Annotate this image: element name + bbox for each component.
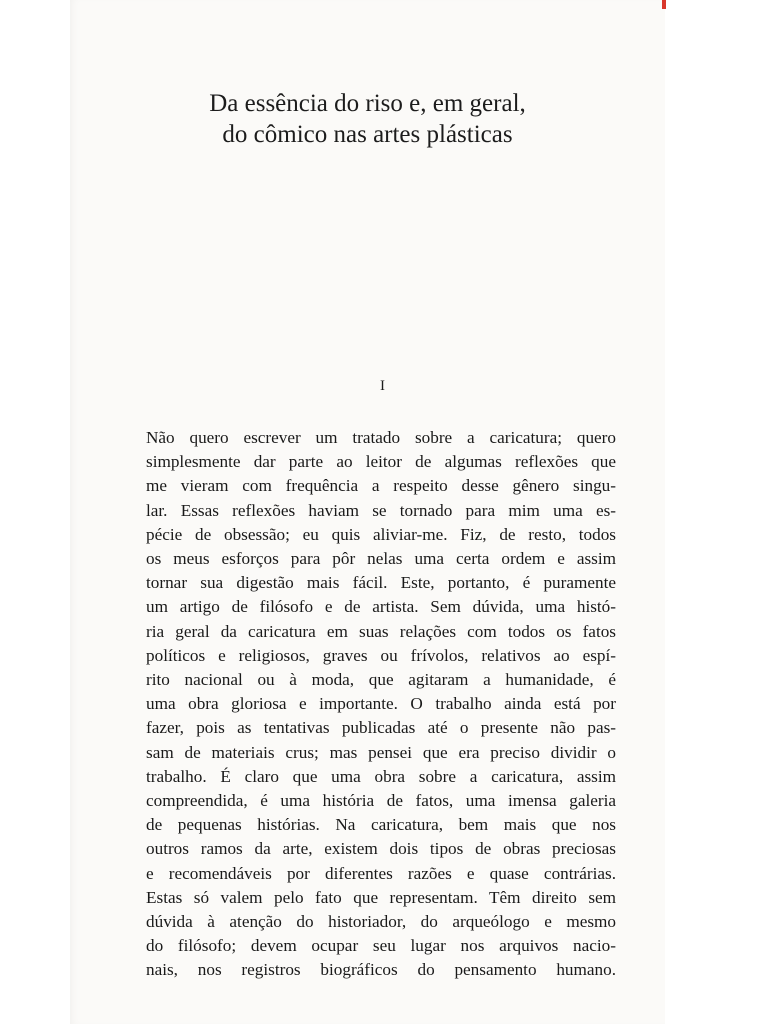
- body-paragraph: [146, 426, 616, 983]
- text-line: outros ramos da arte, existem dois tipos de obras preciosas: [146, 839, 616, 859]
- chapter-title-line-2: do cômico nas artes plásticas: [222, 121, 513, 148]
- text-line: fazer, pois as tentativas publicadas até o presente não pas-: [146, 718, 616, 738]
- text-line: lar. Essas reflexões haviam se tornado para mim uma es-: [146, 500, 616, 520]
- page-edge-mark: [662, 0, 666, 9]
- text-line: um artigo de filósofo e de artista. Sem dúvida, uma histó-: [146, 597, 616, 617]
- text-line: Não quero escrever um tratado sobre a caricatura; quero: [146, 428, 616, 447]
- text-line: ria geral da caricatura em suas relações com todos os fatos: [146, 621, 616, 641]
- text-line: nais, nos registros biográficos do pensamento humano.: [146, 960, 616, 980]
- text-line: pécie de obsessão; eu quis aliviar-me. Fiz, de resto, todos: [146, 524, 616, 544]
- text-line: compreendida, é uma história de fatos, uma imensa galeria: [146, 791, 616, 811]
- text-line: políticos e religiosos, graves ou frívolos, relativos ao espí-: [146, 645, 616, 665]
- text-line: Estas só valem pelo fato que representam. Têm direito sem: [146, 887, 616, 907]
- text-line: os meus esforços para pôr nelas uma certa ordem e assim: [146, 549, 616, 569]
- text-line: uma obra gloriosa e importante. O trabalho ainda está por: [146, 694, 616, 714]
- text-line: rito nacional ou à moda, que agitaram a humanidade, é: [146, 670, 616, 690]
- text-line: me vieram com frequência a respeito desse gênero singu-: [146, 476, 616, 496]
- text-line: de pequenas histórias. Na caricatura, bem mais que nos: [146, 815, 616, 835]
- text-line: simplesmente dar parte ao leitor de algumas reflexões que: [146, 452, 616, 472]
- text-line: tornar sua digestão mais fácil. Este, portanto, é puramente: [146, 573, 616, 593]
- chapter-title-line-1: Da essência do riso e, em geral,: [209, 90, 526, 117]
- text-line: sam de materiais crus; mas pensei que era preciso dividir o: [146, 742, 616, 762]
- text-line: trabalho. É claro que uma obra sobre a caricatura, assim: [146, 766, 616, 786]
- text-line: e recomendáveis por diferentes razões e quase contrárias.: [146, 863, 616, 883]
- section-number: I: [380, 378, 385, 394]
- text-line: do filósofo; devem ocupar seu lugar nos arquivos nacio-: [146, 936, 616, 956]
- chapter-title: [70, 88, 665, 150]
- book-page: [70, 0, 665, 1024]
- text-line: dúvida à atenção do historiador, do arqueólogo e mesmo: [146, 912, 616, 932]
